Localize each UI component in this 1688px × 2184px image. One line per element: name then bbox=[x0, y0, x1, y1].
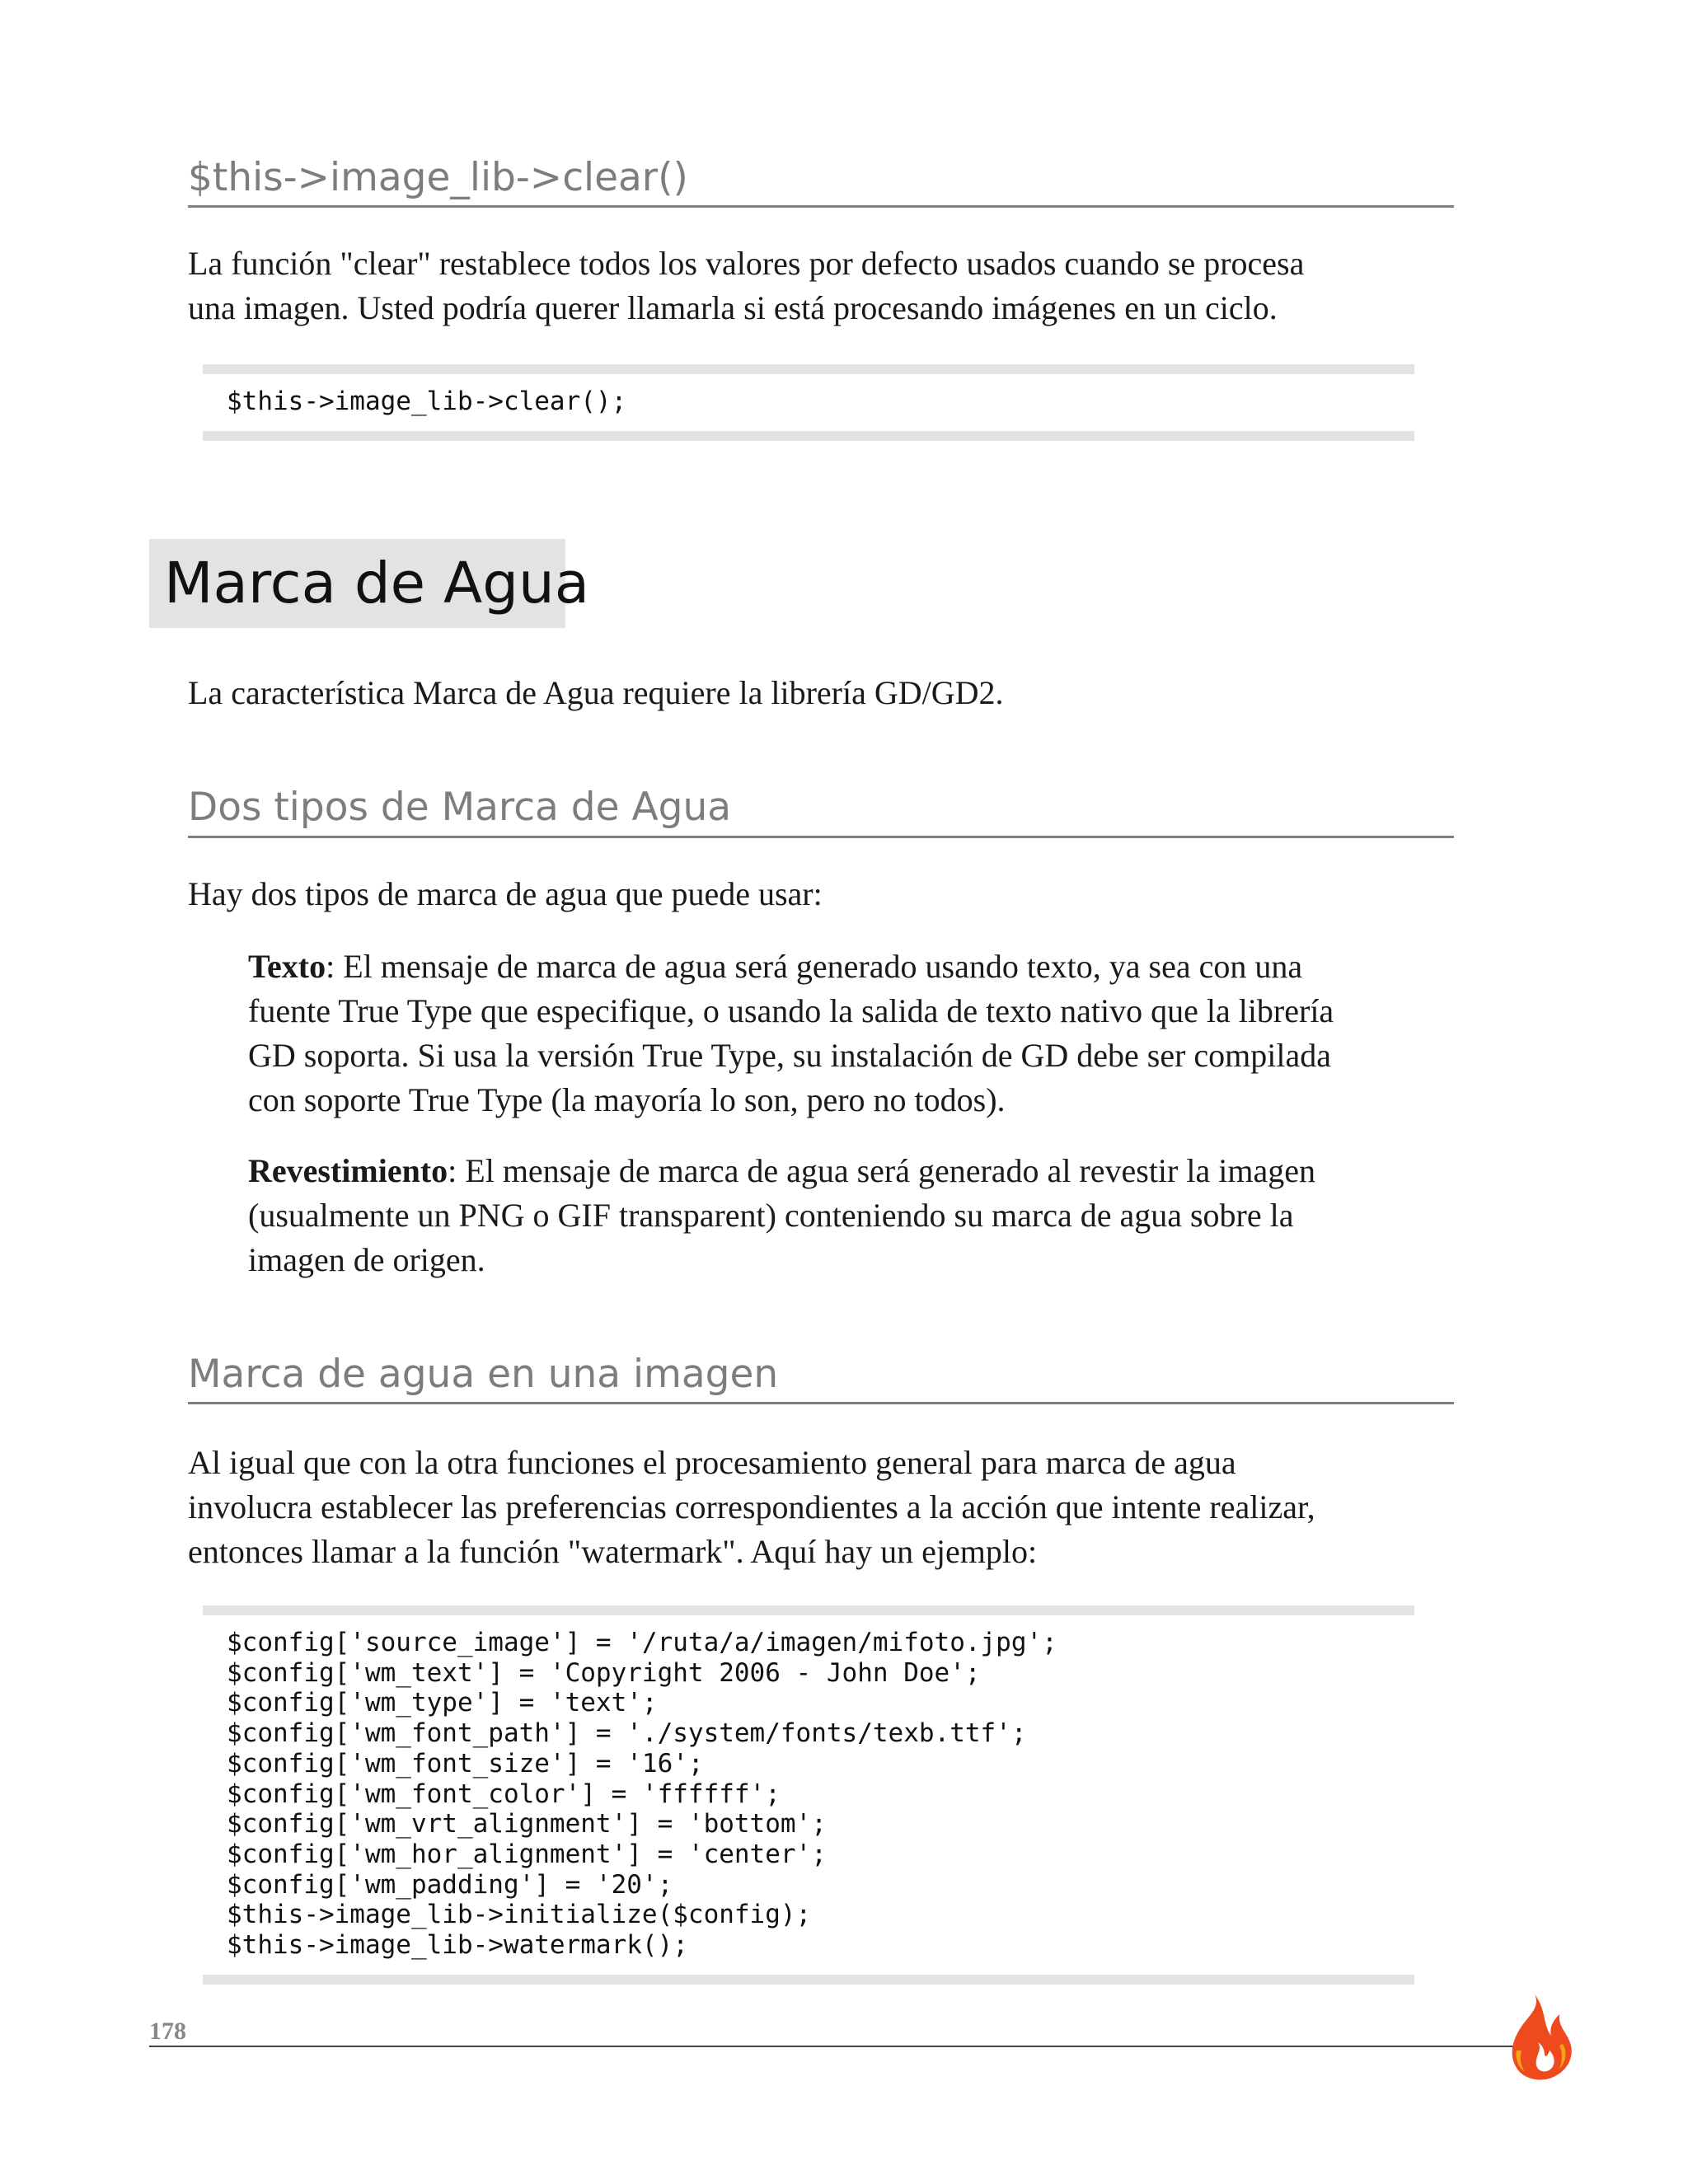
text-line: GD soporta. Si usa la versión True Type, su instalación de GD debe ser compilada bbox=[248, 1037, 1332, 1074]
text-line: una imagen. Usted podría querer llamarla si está procesando imágenes en un ciclo. bbox=[188, 289, 1278, 326]
image-paragraph bbox=[188, 1441, 1474, 1574]
text-line: La característica Marca de Agua requiere la librería GD/GD2. bbox=[188, 674, 1004, 711]
text-line: imagen de origen. bbox=[248, 1241, 485, 1278]
code-line: $this->image_lib->initialize($config); bbox=[227, 1900, 812, 1930]
text-line: : El mensaje de marca de agua será generado usando texto, ya sea con una bbox=[326, 948, 1303, 985]
watermark-intro bbox=[188, 671, 1474, 715]
text-line: entonces llamar a la función "watermark". Aquí hay un ejemplo: bbox=[188, 1533, 1038, 1570]
code-line: $config['wm_font_path'] = './system/fonts/texb.ttf'; bbox=[227, 1718, 1027, 1749]
code-line: $config['source_image'] = '/ruta/a/imagen/mifoto.jpg'; bbox=[227, 1628, 1057, 1657]
code-line: $config['wm_hor_alignment'] = 'center'; bbox=[227, 1839, 827, 1869]
chapter-heading: Marca de Agua bbox=[164, 551, 590, 616]
text-line: con soporte True Type (la mayoría lo son, pero no todos). bbox=[248, 1081, 1006, 1118]
code-block-bottom-bar bbox=[203, 1975, 1414, 1985]
code-block-top-bar bbox=[203, 1605, 1414, 1615]
text-line: fuente True Type que especifique, o usando la salida de texto nativo que la librería bbox=[248, 992, 1334, 1029]
code-line: $config['wm_text'] = 'Copyright 2006 - John Doe'; bbox=[227, 1657, 981, 1688]
code-block-top-bar bbox=[203, 364, 1414, 374]
code-block-clear bbox=[227, 387, 626, 417]
code-line: $config['wm_type'] = 'text'; bbox=[227, 1688, 658, 1718]
text-line: Al igual que con la otra funciones el procesamiento general para marca de agua bbox=[188, 1444, 1236, 1481]
heading-rule bbox=[188, 836, 1454, 838]
code-line: $config['wm_font_size'] = '16'; bbox=[227, 1748, 704, 1779]
code-block-bottom-bar bbox=[203, 431, 1414, 441]
section-heading-clear: $this->image_lib->clear() bbox=[188, 155, 688, 200]
page-number: 178 bbox=[149, 2018, 186, 2045]
text-line: involucra establecer las preferencias correspondientes a la acción que intente realizar, bbox=[188, 1488, 1315, 1526]
term-revestimiento: Revestimiento bbox=[248, 1152, 448, 1189]
text-line: : El mensaje de marca de agua será generado al revestir la imagen bbox=[448, 1152, 1315, 1189]
types-intro bbox=[188, 872, 1474, 916]
code-line: $this->image_lib->watermark(); bbox=[227, 1930, 688, 1961]
code-line: $config['wm_padding'] = '20'; bbox=[227, 1869, 673, 1900]
code-line: $config['wm_vrt_alignment'] = 'bottom'; bbox=[227, 1809, 827, 1840]
section-heading-types: Dos tipos de Marca de Agua bbox=[188, 785, 732, 830]
heading-rule bbox=[188, 1402, 1454, 1404]
text-line: La función "clear" restablece todos los valores por defecto usados cuando se procesa bbox=[188, 245, 1305, 282]
code-line: $config['wm_font_color'] = 'ffffff'; bbox=[227, 1779, 781, 1809]
code-line: $this->image_lib->clear(); bbox=[227, 387, 627, 416]
text-line: Hay dos tipos de marca de agua que puede usar: bbox=[188, 875, 823, 912]
term-texto: Texto bbox=[248, 948, 326, 985]
footer-rule bbox=[149, 2046, 1517, 2047]
text-line: (usualmente un PNG o GIF transparent) conteniendo su marca de agua sobre la bbox=[248, 1197, 1294, 1234]
overlay-type-item bbox=[248, 1149, 1484, 1282]
flame-logo-icon bbox=[1502, 1993, 1576, 2083]
heading-rule bbox=[188, 205, 1454, 208]
text-type-item bbox=[248, 944, 1484, 1122]
code-block-watermark bbox=[227, 1628, 1057, 1961]
clear-paragraph bbox=[188, 241, 1474, 330]
section-heading-image: Marca de agua en una imagen bbox=[188, 1352, 779, 1397]
